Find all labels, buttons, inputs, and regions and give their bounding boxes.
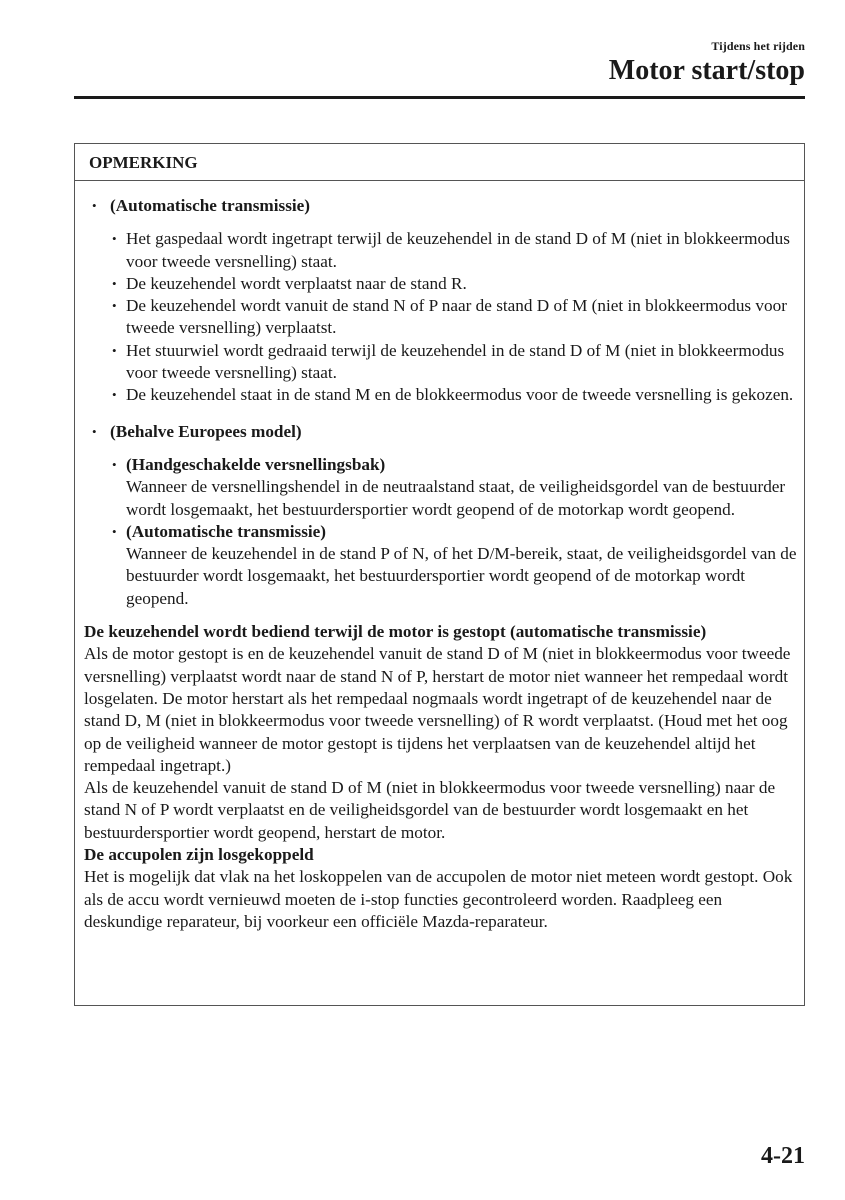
paragraph: Als de keuzehendel vanuit de stand D of M (niet in blokkeermodus voor tweede versnelling) naar de stand N of P wordt verplaatst en de veiligheidsgordel van de bestuurder wordt losgemaakt en het bestuurdersportier wordt geopend, herstart de motor. bbox=[84, 778, 776, 842]
running-header-section: Tijdens het rijden bbox=[711, 39, 805, 53]
paragraph: Het is mogelijk dat vlak na het loskoppelen van de accupolen de motor niet meteen wordt gestopt. Ook als de accu wordt vernieuwd moeten de i-stop functies gecontroleerd worden. Raadpleeg een deskundige reparateur, bij voorkeur een officiële Mazda-reparateur. bbox=[84, 867, 793, 931]
list-item-text: Wanneer de versnellingshendel in de neutraalstand staat, de veiligheidsgordel van de bestuurder wordt losgemaakt, het bestuurdersportier wordt geopend of de motorkap wordt geopend. bbox=[126, 477, 786, 519]
list-item: • Het gaspedaal wordt ingetrapt terwijl de keuzehendel in de stand D of M (niet in blokkeermodus voor tweede versnelling) staat. bbox=[84, 228, 798, 273]
page-number: 4-21 bbox=[761, 1143, 805, 1169]
paragraph: Als de motor gestopt is en de keuzehendel vanuit de stand D of M (niet in blokkeermodus voor tweede versnelling) verplaatst wordt naar de stand N of P, herstart de motor niet wanneer het rempedaal wordt losgelaten. De motor herstart als het rempedaal nogmaals wordt ingetrapt of de keuzehendel naar de stand D, M (niet in blokkeermodus voor tweede versnelling) of R wordt verplaatst. (Houd met het oog op de veiligheid wanneer de motor gestopt is tijdens het verplaatsen van de keuzehendel altijd het rempedaal ingetrapt.) bbox=[84, 644, 791, 775]
list-item bbox=[84, 454, 798, 521]
list-item-heading: • (Handgeschakelde versnellingsbak) bbox=[126, 454, 386, 474]
list-item-text: Wanneer de keuzehendel in de stand P of N, of het D/M-bereik, staat, de veiligheidsgordel van de bestuurder wordt losgemaakt, het bestuurdersportier wordt geopend of de motorkap wordt geopend. bbox=[126, 544, 797, 608]
header-divider bbox=[74, 96, 805, 99]
note-box bbox=[74, 143, 805, 1006]
list-item-heading: • (Automatische transmissie) bbox=[126, 521, 327, 541]
list-item bbox=[84, 521, 798, 610]
note-body bbox=[75, 181, 804, 933]
section-heading-battery: De accupolen zijn losgekoppeld bbox=[84, 845, 314, 865]
note-title: OPMERKING bbox=[75, 144, 804, 181]
section-heading-non-european: • (Behalve Europees model) bbox=[84, 421, 798, 443]
list-item: • De keuzehendel wordt verplaatst naar de stand R. bbox=[84, 273, 798, 295]
page-title: Motor start/stop bbox=[608, 55, 805, 86]
list-item: • De keuzehendel staat in de stand M en de blokkeermodus voor de tweede versnelling is gekozen. bbox=[84, 384, 798, 406]
section-heading-automatic: • (Automatische transmissie) bbox=[84, 195, 798, 217]
list-item: • Het stuurwiel wordt gedraaid terwijl de keuzehendel in de stand D of M (niet in blokkeermodus voor tweede versnelling) staat. bbox=[84, 340, 798, 385]
section-heading-selector-stopped: De keuzehendel wordt bediend terwijl de motor is gestopt (automatische transmissie) bbox=[84, 622, 707, 642]
list-item: • De keuzehendel wordt vanuit de stand N of P naar de stand D of M (niet in blokkeermodus voor tweede versnelling) verplaatst. bbox=[84, 295, 798, 340]
